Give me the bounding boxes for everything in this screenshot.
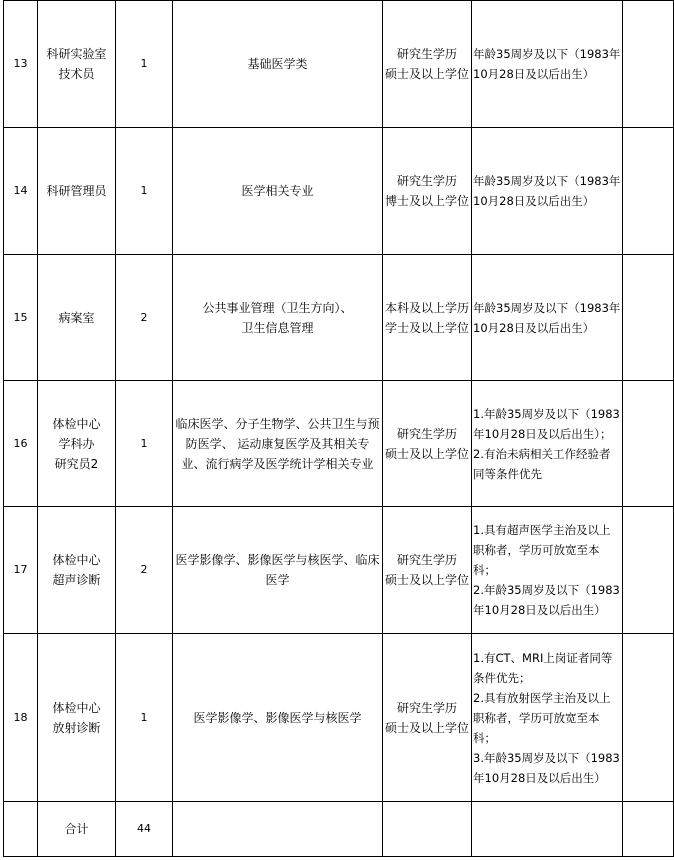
total-education-cell <box>383 802 472 857</box>
remark-cell <box>623 507 674 634</box>
post-name-line: 研究员2 <box>54 456 99 471</box>
major-line: 医学 <box>265 573 290 587</box>
requirements-line: 10月28日及以后出生） <box>473 320 595 335</box>
education-cell <box>383 255 472 381</box>
row-number-cell: 16 <box>4 381 38 507</box>
education-cell <box>383 507 472 634</box>
total-label: 合计 <box>38 802 116 857</box>
education-line: 硕士及以上学位 <box>385 720 470 735</box>
major-line: 基础医学类 <box>247 57 308 71</box>
education-line: 研究生学历 <box>396 553 457 567</box>
remark-cell <box>623 255 674 381</box>
major-line: 卫生信息管理 <box>241 320 314 335</box>
requirements-line: 同等条件优先 <box>473 466 542 481</box>
hire-count-cell: 1 <box>116 634 173 802</box>
total-remark-cell <box>623 802 674 857</box>
post-name-line: 学科办 <box>58 436 95 451</box>
education-line: 研究生学历 <box>396 426 457 441</box>
education-line: 学士及以上学位 <box>385 320 470 335</box>
major-line: 业、流行病学及医学统计学相关专业 <box>181 456 374 471</box>
post-name-cell <box>38 255 116 381</box>
hire-count-cell: 1 <box>116 128 173 255</box>
requirements-line: 年龄35周岁及以下（1983年 <box>473 174 621 188</box>
requirements-cell <box>472 507 623 634</box>
education-line: 研究生学历 <box>396 174 457 188</box>
hire-count-cell: 2 <box>116 507 173 634</box>
total-requirements-cell <box>472 802 623 857</box>
requirements-cell <box>472 1 623 128</box>
requirements-cell <box>472 255 623 381</box>
requirements-line: 科； <box>473 563 496 577</box>
major-line: 公共事业管理（卫生方向）、 <box>202 300 353 315</box>
major-cell <box>173 128 383 255</box>
requirements-cell <box>472 128 623 255</box>
education-line: 硕士及以上学位 <box>385 67 470 81</box>
requirements-line: 3.年龄35周岁及以下（1983 <box>473 750 620 765</box>
education-cell <box>383 128 472 255</box>
post-name-line: 科研实验室 <box>46 47 107 61</box>
total-number-cell <box>4 802 38 857</box>
major-cell <box>173 1 383 128</box>
requirements-line: 年10月28日及以后出生）； <box>473 426 612 441</box>
post-name-line: 体检中心 <box>52 553 101 567</box>
table-row <box>4 634 674 802</box>
table-body <box>4 1 674 857</box>
education-line: 本科及以上学历 <box>385 300 470 315</box>
remark-cell <box>623 128 674 255</box>
post-name-cell <box>38 381 116 507</box>
education-cell <box>383 381 472 507</box>
major-cell <box>173 507 383 634</box>
post-name-line: 体检中心 <box>52 700 101 715</box>
major-line: 防医学、 运动康复医学及其相关专 <box>185 436 370 451</box>
education-line: 研究生学历 <box>396 700 457 715</box>
requirements-line: 年10月28日及以后出生） <box>473 603 606 617</box>
requirements-line: 年10月28日及以后出生） <box>473 770 606 785</box>
requirements-line: 年龄35周岁及以下（1983年 <box>473 300 621 315</box>
hire-count-cell: 2 <box>116 255 173 381</box>
total-count: 44 <box>116 802 173 857</box>
post-name-line: 病案室 <box>58 310 95 325</box>
requirements-line: 职称者，学历可放宽至本 <box>473 543 600 557</box>
post-name-cell <box>38 634 116 802</box>
education-line: 博士及以上学位 <box>385 194 470 208</box>
post-name-cell <box>38 1 116 128</box>
education-line: 硕士及以上学位 <box>385 446 470 461</box>
requirements-line: 年龄35周岁及以下（1983年 <box>473 47 621 61</box>
education-line: 硕士及以上学位 <box>385 573 470 587</box>
row-number-cell: 15 <box>4 255 38 381</box>
table-row <box>4 255 674 381</box>
post-name-line: 放射诊断 <box>52 720 101 735</box>
requirements-line: 2.年龄35周岁及以下（1983 <box>473 583 620 597</box>
remark-cell <box>623 1 674 128</box>
requirements-line: 10月28日及以后出生） <box>473 67 595 81</box>
major-line: 医学影像学、影像医学与核医学、临床 <box>175 553 380 567</box>
post-name-cell <box>38 507 116 634</box>
remark-cell <box>623 634 674 802</box>
post-name-line: 技术员 <box>58 67 95 81</box>
requirements-line: 1.有CT、MRI上岗证者同等 <box>473 650 613 665</box>
post-name-cell <box>38 128 116 255</box>
major-line: 医学影像学、影像医学与核医学 <box>193 710 362 725</box>
row-number-cell: 18 <box>4 634 38 802</box>
education-line: 研究生学历 <box>396 47 457 61</box>
table-row <box>4 128 674 255</box>
total-row <box>4 802 674 857</box>
row-number-cell: 14 <box>4 128 38 255</box>
requirements-line: 科； <box>473 730 496 745</box>
requirements-line: 职称者，学历可放宽至本 <box>473 710 600 725</box>
major-line: 临床医学、分子生物学、公共卫生与预 <box>175 416 380 431</box>
row-number-cell: 17 <box>4 507 38 634</box>
requirements-line: 10月28日及以后出生） <box>473 194 595 208</box>
major-cell <box>173 255 383 381</box>
requirements-line: 条件优先； <box>473 670 531 685</box>
table-row <box>4 1 674 128</box>
major-line: 医学相关专业 <box>241 184 314 198</box>
hire-count-cell: 1 <box>116 1 173 128</box>
requirements-cell <box>472 634 623 802</box>
requirements-line: 2.有治未病相关工作经验者 <box>473 446 611 461</box>
total-major-cell <box>173 802 383 857</box>
table-row <box>4 381 674 507</box>
post-name-line: 科研管理员 <box>46 184 107 198</box>
major-cell <box>173 634 383 802</box>
requirements-cell <box>472 381 623 507</box>
requirements-line: 1.具有超声医学主治及以上 <box>473 523 611 537</box>
post-name-line: 体检中心 <box>52 416 101 431</box>
requirements-line: 1.年龄35周岁及以下（1983 <box>473 406 620 421</box>
recruitment-table <box>3 0 674 857</box>
table-row <box>4 507 674 634</box>
row-number-cell: 13 <box>4 1 38 128</box>
requirements-line: 2.具有放射医学主治及以上 <box>473 690 611 705</box>
remark-cell <box>623 381 674 507</box>
hire-count-cell: 1 <box>116 381 173 507</box>
education-cell <box>383 634 472 802</box>
major-cell <box>173 381 383 507</box>
post-name-line: 超声诊断 <box>52 573 101 587</box>
education-cell <box>383 1 472 128</box>
